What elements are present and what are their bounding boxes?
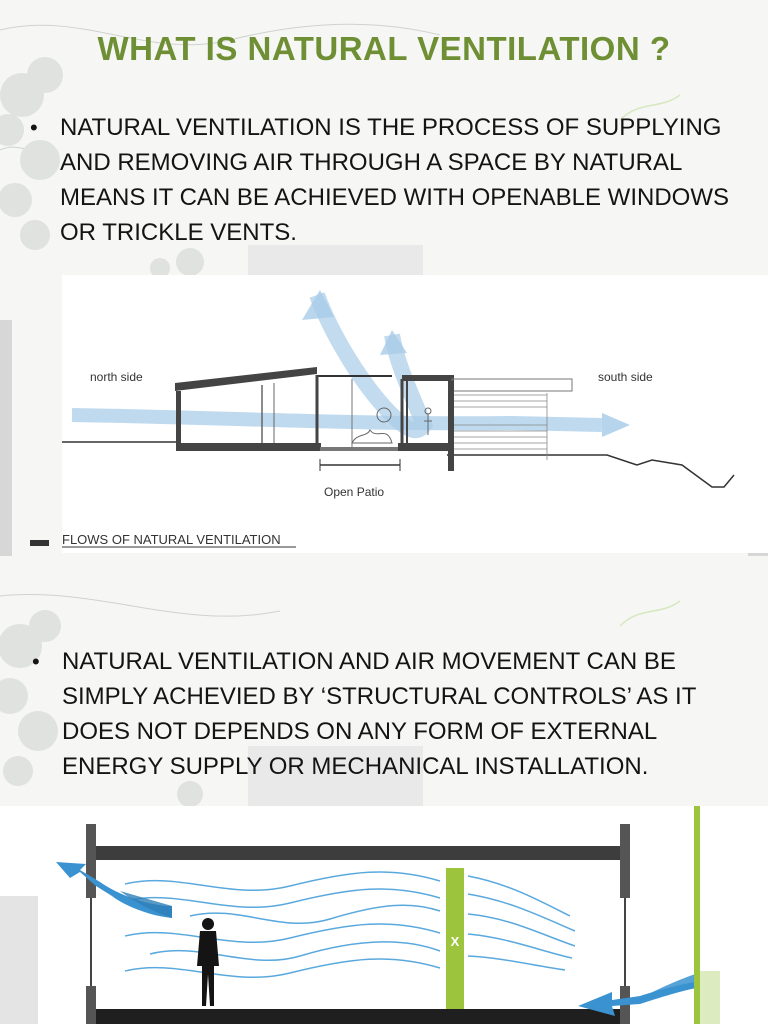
- right-column-upper: [620, 824, 630, 898]
- airflow-drawing: [0, 806, 768, 1024]
- bullet-text: NATURAL VENTILATION AND AIR MOVEMENT CAN BE SIMPLY ACHEVIED BY ‘STRUCTURAL CONTROLS’ AS IT DOES NOT DEPENDS ON ANY FORM OF EXTERNAL ENERGY SUPPLY OR MECHANICAL INSTALLATION.: [62, 648, 696, 780]
- bullet-symbol: •: [30, 115, 38, 140]
- patio-shrubs: [352, 430, 392, 443]
- floor-slab-right: [398, 443, 454, 451]
- roof-left: [175, 367, 317, 391]
- airflow-waves: [125, 872, 575, 977]
- airflow-arrowhead-up-right: [380, 330, 407, 355]
- bullet-point-2: [32, 644, 742, 784]
- north-wall: [176, 391, 181, 447]
- person-silhouette: [197, 918, 219, 1006]
- exterior-planter: [700, 971, 720, 1024]
- pergola: [452, 379, 572, 391]
- left-column-upper: [86, 824, 96, 898]
- left-column-lower: [86, 986, 96, 1024]
- exterior-pole: [694, 806, 700, 1024]
- south-wall: [448, 381, 454, 471]
- diagram-caption: [30, 530, 330, 552]
- south-side-label: south side: [598, 370, 653, 384]
- left-building-edge: [0, 896, 38, 1024]
- caption-bar: [30, 540, 49, 546]
- building-section-diagram: [62, 275, 768, 553]
- bullet-symbol: •: [32, 649, 40, 674]
- airflow-diagram: [0, 806, 768, 1024]
- bullet-point-1: [30, 110, 730, 250]
- caption-text: FLOWS OF NATURAL VENTILATION: [62, 532, 281, 547]
- slide-2: [0, 556, 768, 1024]
- airflow-arrowhead-right: [602, 413, 630, 437]
- bullet-text: NATURAL VENTILATION IS THE PROCESS OF SUPPLYING AND REMOVING AIR THROUGH A SPACE BY NATURAL MEANS IT CAN BE ACHIEVED WITH OPENABLE WINDOWS OR TRICKLE VENTS.: [60, 114, 729, 246]
- ceiling-slab: [92, 846, 626, 860]
- floor-slab: [92, 1009, 626, 1024]
- page-title: WHAT IS NATURAL VENTILATION ?: [97, 30, 671, 67]
- patio-slab: [320, 447, 402, 451]
- obstacle-label: X: [450, 934, 460, 949]
- north-side-label: north side: [90, 370, 143, 384]
- roof-right: [402, 375, 454, 381]
- horizontal-airflow-arrow: [72, 415, 602, 425]
- floor-slab-left: [176, 443, 321, 451]
- section-drawing: [62, 275, 768, 553]
- open-patio-label: Open Patio: [324, 485, 385, 499]
